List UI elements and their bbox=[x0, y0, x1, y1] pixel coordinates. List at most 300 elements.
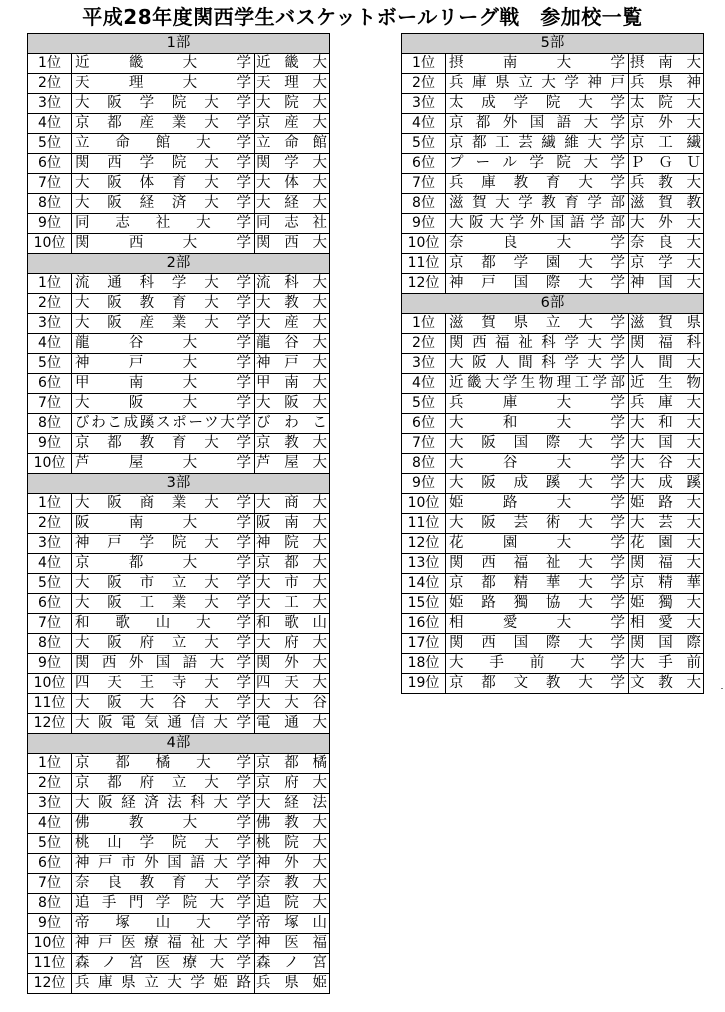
rank-cell: 6位 bbox=[28, 374, 72, 394]
university-name-cell: 神戸医療福祉大学 bbox=[72, 934, 255, 954]
rank-cell: 6位 bbox=[28, 594, 72, 614]
abbreviation-cell: 大産大 bbox=[255, 314, 330, 334]
table-row bbox=[28, 594, 330, 614]
university-name-cell: 大阪人間科学大学 bbox=[446, 354, 629, 374]
table-row bbox=[402, 54, 704, 74]
rank-cell: 6位 bbox=[28, 154, 72, 174]
abbreviation-cell: 同志社 bbox=[255, 214, 330, 234]
rank-cell: 8位 bbox=[28, 194, 72, 214]
university-name-cell: 京都府立大学 bbox=[72, 774, 255, 794]
rank-cell: 4位 bbox=[28, 814, 72, 834]
university-name-cell: 奈 良 大 学 bbox=[446, 234, 629, 254]
abbreviation-cell: 関西大 bbox=[255, 234, 330, 254]
table-row bbox=[402, 334, 704, 354]
league-table-right bbox=[401, 33, 704, 694]
table-row bbox=[28, 454, 330, 474]
rank-cell: 10位 bbox=[28, 674, 72, 694]
rank-cell: 12位 bbox=[28, 714, 72, 734]
abbreviation-cell: 京府大 bbox=[255, 774, 330, 794]
table-row bbox=[402, 554, 704, 574]
table-row bbox=[28, 834, 330, 854]
table-row bbox=[402, 674, 704, 694]
abbreviation-cell: 芦屋大 bbox=[255, 454, 330, 474]
university-name-cell: 兵庫県立大学神戸 bbox=[446, 74, 629, 94]
abbreviation-cell: 神戸大 bbox=[255, 354, 330, 374]
division-header: 4部 bbox=[28, 734, 330, 754]
abbreviation-cell: 大成蹊 bbox=[629, 474, 704, 494]
table-row bbox=[402, 94, 704, 114]
abbreviation-cell: 神外大 bbox=[255, 854, 330, 874]
abbreviation-cell: ＰＧＵ bbox=[629, 154, 704, 174]
university-name-cell: 神戸国際大学 bbox=[446, 274, 629, 294]
rank-cell: 5位 bbox=[402, 394, 446, 414]
university-name-cell: 芦 屋 大 学 bbox=[72, 454, 255, 474]
rank-cell: 2位 bbox=[28, 74, 72, 94]
university-name-cell: 大阪市立大学 bbox=[72, 574, 255, 594]
university-name-cell: 関西学院大学 bbox=[72, 154, 255, 174]
table-row bbox=[28, 214, 330, 234]
abbreviation-cell: 大院大 bbox=[255, 94, 330, 114]
table-row bbox=[28, 914, 330, 934]
abbreviation-cell: 龍谷大 bbox=[255, 334, 330, 354]
table-row bbox=[402, 174, 704, 194]
university-name-cell: 京都文教大学 bbox=[446, 674, 629, 694]
university-name-cell: 関西福祉大学 bbox=[446, 554, 629, 574]
abbreviation-cell: 奈良大 bbox=[629, 234, 704, 254]
rank-cell: 9位 bbox=[28, 434, 72, 454]
table-row bbox=[28, 974, 330, 994]
university-name-cell: 兵 庫 大 学 bbox=[446, 394, 629, 414]
rank-cell: 7位 bbox=[28, 614, 72, 634]
table-row bbox=[402, 314, 704, 334]
abbreviation-cell: 大手前 bbox=[629, 654, 704, 674]
rank-cell: 16位 bbox=[402, 614, 446, 634]
abbreviation-cell: 甲南大 bbox=[255, 374, 330, 394]
table-row bbox=[28, 494, 330, 514]
abbreviation-cell: 流科大 bbox=[255, 274, 330, 294]
table-row bbox=[28, 154, 330, 174]
rank-cell: 7位 bbox=[28, 394, 72, 414]
university-name-cell: 関西福祉科学大学 bbox=[446, 334, 629, 354]
abbreviation-cell: 京教大 bbox=[255, 434, 330, 454]
table-row bbox=[402, 154, 704, 174]
abbreviation-cell: 花園大 bbox=[629, 534, 704, 554]
rank-cell: 7位 bbox=[402, 174, 446, 194]
table-row bbox=[402, 534, 704, 554]
university-name-cell: 桃山学院大学 bbox=[72, 834, 255, 854]
university-name-cell: 京 都 大 学 bbox=[72, 554, 255, 574]
table-row bbox=[402, 514, 704, 534]
university-name-cell: 森ノ宮医療大学 bbox=[72, 954, 255, 974]
abbreviation-cell: 天理大 bbox=[255, 74, 330, 94]
table-row bbox=[402, 274, 704, 294]
table-row bbox=[28, 74, 330, 94]
table-row bbox=[28, 554, 330, 574]
abbreviation-cell: 帝塚山 bbox=[255, 914, 330, 934]
rank-cell: 15位 bbox=[402, 594, 446, 614]
university-name-cell: 大阪大学外国語学部 bbox=[446, 214, 629, 234]
abbreviation-cell: 関福大 bbox=[629, 554, 704, 574]
abbreviation-cell: 太院大 bbox=[629, 94, 704, 114]
division-header-row bbox=[28, 474, 330, 494]
rank-cell: 19位 bbox=[402, 674, 446, 694]
university-name-cell: 佛 教 大 学 bbox=[72, 814, 255, 834]
table-row bbox=[28, 114, 330, 134]
university-name-cell: 大阪府立大学 bbox=[72, 634, 255, 654]
university-name-cell: 阪 南 大 学 bbox=[72, 514, 255, 534]
abbreviation-cell: 立命館 bbox=[255, 134, 330, 154]
table-row bbox=[402, 374, 704, 394]
abbreviation-cell: 京学大 bbox=[629, 254, 704, 274]
university-name-cell: 大阪学院大学 bbox=[72, 94, 255, 114]
division-header-row bbox=[402, 34, 704, 54]
table-row bbox=[28, 714, 330, 734]
table-row bbox=[402, 434, 704, 454]
university-name-cell: 京都教育大学 bbox=[72, 434, 255, 454]
table-row bbox=[402, 594, 704, 614]
university-name-cell: 花 園 大 学 bbox=[446, 534, 629, 554]
university-name-cell: 京都工芸繊維大学 bbox=[446, 134, 629, 154]
abbreviation-cell: 大外大 bbox=[629, 214, 704, 234]
abbreviation-cell: 大市大 bbox=[255, 574, 330, 594]
rank-cell: 8位 bbox=[402, 194, 446, 214]
table-row bbox=[28, 434, 330, 454]
university-name-cell: 京 都 橘 大 学 bbox=[72, 754, 255, 774]
abbreviation-cell: 京産大 bbox=[255, 114, 330, 134]
table-row bbox=[28, 234, 330, 254]
rank-cell: 2位 bbox=[28, 514, 72, 534]
university-name-cell: 大 阪 大 学 bbox=[72, 394, 255, 414]
rank-cell: 9位 bbox=[28, 914, 72, 934]
university-name-cell: 大阪国際大学 bbox=[446, 434, 629, 454]
rank-cell: 2位 bbox=[28, 774, 72, 794]
abbreviation-cell: 大府大 bbox=[255, 634, 330, 654]
rank-cell: 11位 bbox=[28, 954, 72, 974]
rank-cell: 7位 bbox=[402, 434, 446, 454]
university-name-cell: 天 理 大 学 bbox=[72, 74, 255, 94]
university-name-cell: 京都外国語大学 bbox=[446, 114, 629, 134]
table-row bbox=[28, 514, 330, 534]
university-name-cell: 大阪教育大学 bbox=[72, 294, 255, 314]
table-row bbox=[28, 894, 330, 914]
rank-cell: 5位 bbox=[28, 574, 72, 594]
table-row bbox=[28, 174, 330, 194]
abbreviation-cell: 相愛大 bbox=[629, 614, 704, 634]
rank-cell: 14位 bbox=[402, 574, 446, 594]
rank-cell: 5位 bbox=[402, 134, 446, 154]
table-row bbox=[402, 114, 704, 134]
rank-cell: 1位 bbox=[28, 494, 72, 514]
university-name-cell: 大 谷 大 学 bbox=[446, 454, 629, 474]
university-name-cell: 大阪芸術大学 bbox=[446, 514, 629, 534]
table-row bbox=[402, 654, 704, 674]
table-row bbox=[28, 194, 330, 214]
abbreviation-cell: 京精華 bbox=[629, 574, 704, 594]
rank-cell: 6位 bbox=[402, 414, 446, 434]
table-row bbox=[402, 134, 704, 154]
abbreviation-cell: 大教大 bbox=[255, 294, 330, 314]
table-row bbox=[28, 334, 330, 354]
rank-cell: 11位 bbox=[402, 514, 446, 534]
abbreviation-cell: 姫獨大 bbox=[629, 594, 704, 614]
university-name-cell: 甲 南 大 学 bbox=[72, 374, 255, 394]
abbreviation-cell: 桃院大 bbox=[255, 834, 330, 854]
abbreviation-cell: 大工大 bbox=[255, 594, 330, 614]
rank-cell: 1位 bbox=[402, 314, 446, 334]
rank-cell: 17位 bbox=[402, 634, 446, 654]
rank-cell: 11位 bbox=[28, 694, 72, 714]
university-name-cell: 帝 塚 山 大 学 bbox=[72, 914, 255, 934]
rank-cell: 9位 bbox=[28, 214, 72, 234]
university-name-cell: 関西国際大学 bbox=[446, 634, 629, 654]
table-row bbox=[402, 634, 704, 654]
table-row bbox=[28, 54, 330, 74]
rank-cell: 13位 bbox=[402, 554, 446, 574]
rank-cell: 7位 bbox=[28, 874, 72, 894]
university-name-cell: 滋賀大学教育学部 bbox=[446, 194, 629, 214]
rank-cell: 6位 bbox=[402, 154, 446, 174]
table-row bbox=[28, 774, 330, 794]
university-name-cell: 滋賀県立大学 bbox=[446, 314, 629, 334]
rank-cell: 1位 bbox=[28, 54, 72, 74]
table-row bbox=[402, 494, 704, 514]
abbreviation-cell: 関学大 bbox=[255, 154, 330, 174]
university-name-cell: 大阪大谷大学 bbox=[72, 694, 255, 714]
abbreviation-cell: 関福科 bbox=[629, 334, 704, 354]
table-row bbox=[28, 954, 330, 974]
table-row bbox=[28, 134, 330, 154]
university-name-cell: 近 畿 大 学 bbox=[72, 54, 255, 74]
rank-cell: 8位 bbox=[28, 894, 72, 914]
university-name-cell: 大阪体育大学 bbox=[72, 174, 255, 194]
table-row bbox=[28, 294, 330, 314]
division-header-row bbox=[28, 34, 330, 54]
abbreviation-cell: 大経法 bbox=[255, 794, 330, 814]
rank-cell: 1位 bbox=[28, 274, 72, 294]
university-name-cell: びわこ成蹊スポーツ大学 bbox=[72, 414, 255, 434]
rank-cell: 1位 bbox=[28, 754, 72, 774]
university-name-cell: 神戸学院大学 bbox=[72, 534, 255, 554]
rank-cell: 10位 bbox=[28, 934, 72, 954]
right-column bbox=[401, 33, 703, 694]
abbreviation-cell: 近畿大 bbox=[255, 54, 330, 74]
rank-cell: 12位 bbox=[402, 534, 446, 554]
table-row bbox=[402, 234, 704, 254]
table-row bbox=[28, 94, 330, 114]
rank-cell: 4位 bbox=[402, 374, 446, 394]
university-name-cell: 龍 谷 大 学 bbox=[72, 334, 255, 354]
abbreviation-cell: 阪南大 bbox=[255, 514, 330, 534]
table-row bbox=[28, 694, 330, 714]
abbreviation-cell: 京工繊 bbox=[629, 134, 704, 154]
abbreviation-cell: 大谷大 bbox=[629, 454, 704, 474]
table-row bbox=[28, 414, 330, 434]
page-title: 平成28年度関西学生バスケットボールリーグ戦 参加校一覧 bbox=[82, 5, 643, 29]
rank-cell: 10位 bbox=[402, 494, 446, 514]
university-name-cell: 立 命 館 大 学 bbox=[72, 134, 255, 154]
university-name-cell: 同 志 社 大 学 bbox=[72, 214, 255, 234]
university-name-cell: 追手門学院大学 bbox=[72, 894, 255, 914]
abbreviation-cell: 大大谷 bbox=[255, 694, 330, 714]
left-column bbox=[27, 33, 329, 994]
rank-cell: 4位 bbox=[402, 114, 446, 134]
division-header: 6部 bbox=[402, 294, 704, 314]
university-name-cell: 関西外国語大学 bbox=[72, 654, 255, 674]
rank-cell: 4位 bbox=[28, 334, 72, 354]
abbreviation-cell: 神院大 bbox=[255, 534, 330, 554]
abbreviation-cell: 兵県神 bbox=[629, 74, 704, 94]
abbreviation-cell: 和歌山 bbox=[255, 614, 330, 634]
abbreviation-cell: 大芸大 bbox=[629, 514, 704, 534]
university-name-cell: 大阪産業大学 bbox=[72, 314, 255, 334]
abbreviation-cell: 電通大 bbox=[255, 714, 330, 734]
table-row bbox=[402, 414, 704, 434]
university-name-cell: 四天王寺大学 bbox=[72, 674, 255, 694]
rank-cell: 2位 bbox=[402, 74, 446, 94]
rank-cell: 2位 bbox=[402, 334, 446, 354]
university-name-cell: 和 歌 山 大 学 bbox=[72, 614, 255, 634]
table-row bbox=[402, 214, 704, 234]
table-row bbox=[28, 274, 330, 294]
rank-cell: 5位 bbox=[28, 354, 72, 374]
table-row bbox=[402, 574, 704, 594]
division-header-row bbox=[28, 254, 330, 274]
abbreviation-cell: 神国大 bbox=[629, 274, 704, 294]
rank-cell: 11位 bbox=[402, 254, 446, 274]
university-name-cell: 大阪工業大学 bbox=[72, 594, 255, 614]
rank-cell: 12位 bbox=[28, 974, 72, 994]
table-row bbox=[402, 354, 704, 374]
abbreviation-cell: 関国際 bbox=[629, 634, 704, 654]
rank-cell: 5位 bbox=[28, 834, 72, 854]
abbreviation-cell: 京都橘 bbox=[255, 754, 330, 774]
university-name-cell: 兵庫県立大学姫路 bbox=[72, 974, 255, 994]
table-row bbox=[28, 934, 330, 954]
rank-cell: 6位 bbox=[28, 854, 72, 874]
university-name-cell: 京都産業大学 bbox=[72, 114, 255, 134]
rank-cell: 3位 bbox=[28, 94, 72, 114]
table-row bbox=[28, 394, 330, 414]
university-name-cell: 大阪経済法科大学 bbox=[72, 794, 255, 814]
table-row bbox=[28, 674, 330, 694]
abbreviation-cell: 京外大 bbox=[629, 114, 704, 134]
stray-mark bbox=[721, 688, 723, 689]
university-name-cell: 大阪商業大学 bbox=[72, 494, 255, 514]
university-name-cell: 近畿大学生物理工学部 bbox=[446, 374, 629, 394]
university-name-cell: 太成学院大学 bbox=[446, 94, 629, 114]
university-name-cell: 大 和 大 学 bbox=[446, 414, 629, 434]
table-row bbox=[28, 354, 330, 374]
rank-cell: 8位 bbox=[28, 634, 72, 654]
university-name-cell: 大阪電気通信大学 bbox=[72, 714, 255, 734]
rank-cell: 4位 bbox=[28, 114, 72, 134]
table-row bbox=[28, 654, 330, 674]
table-row bbox=[28, 754, 330, 774]
division-header: 2部 bbox=[28, 254, 330, 274]
rank-cell: 3位 bbox=[28, 794, 72, 814]
abbreviation-cell: 滋賀教 bbox=[629, 194, 704, 214]
table-row bbox=[28, 634, 330, 654]
university-name-cell: 摂 南 大 学 bbox=[446, 54, 629, 74]
university-name-cell: 神 戸 大 学 bbox=[72, 354, 255, 374]
abbreviation-cell: 神医福 bbox=[255, 934, 330, 954]
abbreviation-cell: 森ノ宮 bbox=[255, 954, 330, 974]
rank-cell: 2位 bbox=[28, 294, 72, 314]
abbreviation-cell: 大商大 bbox=[255, 494, 330, 514]
rank-cell: 7位 bbox=[28, 174, 72, 194]
rank-cell: 4位 bbox=[28, 554, 72, 574]
abbreviation-cell: 兵県姫 bbox=[255, 974, 330, 994]
university-name-cell: 大阪成蹊大学 bbox=[446, 474, 629, 494]
university-name-cell: 大手前大学 bbox=[446, 654, 629, 674]
table-row bbox=[28, 534, 330, 554]
table-row bbox=[28, 314, 330, 334]
rank-cell: 3位 bbox=[402, 354, 446, 374]
university-name-cell: 大阪経済大学 bbox=[72, 194, 255, 214]
abbreviation-cell: 京都大 bbox=[255, 554, 330, 574]
rank-cell: 18位 bbox=[402, 654, 446, 674]
university-name-cell: 流通科学大学 bbox=[72, 274, 255, 294]
rank-cell: 8位 bbox=[28, 414, 72, 434]
abbreviation-cell: 追院大 bbox=[255, 894, 330, 914]
rank-cell: 8位 bbox=[402, 454, 446, 474]
university-name-cell: 神戸市外国語大学 bbox=[72, 854, 255, 874]
abbreviation-cell: 人間大 bbox=[629, 354, 704, 374]
table-row bbox=[28, 794, 330, 814]
table-row bbox=[28, 374, 330, 394]
rank-cell: 1位 bbox=[402, 54, 446, 74]
abbreviation-cell: 近生物 bbox=[629, 374, 704, 394]
university-name-cell: 京都学園大学 bbox=[446, 254, 629, 274]
abbreviation-cell: 滋賀県 bbox=[629, 314, 704, 334]
abbreviation-cell: 大国大 bbox=[629, 434, 704, 454]
rank-cell: 10位 bbox=[28, 234, 72, 254]
rank-cell: 12位 bbox=[402, 274, 446, 294]
abbreviation-cell: 大和大 bbox=[629, 414, 704, 434]
rank-cell: 9位 bbox=[28, 654, 72, 674]
division-header: 3部 bbox=[28, 474, 330, 494]
university-name-cell: 関 西 大 学 bbox=[72, 234, 255, 254]
table-row bbox=[402, 614, 704, 634]
abbreviation-cell: 摂南大 bbox=[629, 54, 704, 74]
table-row bbox=[402, 394, 704, 414]
table-row bbox=[28, 854, 330, 874]
table-row bbox=[402, 254, 704, 274]
table-row bbox=[402, 474, 704, 494]
abbreviation-cell: 関外大 bbox=[255, 654, 330, 674]
university-name-cell: 相 愛 大 学 bbox=[446, 614, 629, 634]
division-header: 5部 bbox=[402, 34, 704, 54]
table-row bbox=[402, 454, 704, 474]
abbreviation-cell: 大経大 bbox=[255, 194, 330, 214]
league-table-left bbox=[27, 33, 330, 994]
division-header: 1部 bbox=[28, 34, 330, 54]
table-row bbox=[28, 814, 330, 834]
rank-cell: 3位 bbox=[28, 534, 72, 554]
abbreviation-cell: 文教大 bbox=[629, 674, 704, 694]
rank-cell: 3位 bbox=[28, 314, 72, 334]
abbreviation-cell: 大体大 bbox=[255, 174, 330, 194]
rank-cell: 9位 bbox=[402, 474, 446, 494]
rank-cell: 3位 bbox=[402, 94, 446, 114]
abbreviation-cell: 兵庫大 bbox=[629, 394, 704, 414]
abbreviation-cell: びわこ bbox=[255, 414, 330, 434]
abbreviation-cell: 大阪大 bbox=[255, 394, 330, 414]
abbreviation-cell: 兵教大 bbox=[629, 174, 704, 194]
university-name-cell: 姫 路 大 学 bbox=[446, 494, 629, 514]
table-row bbox=[28, 574, 330, 594]
table-row bbox=[402, 74, 704, 94]
